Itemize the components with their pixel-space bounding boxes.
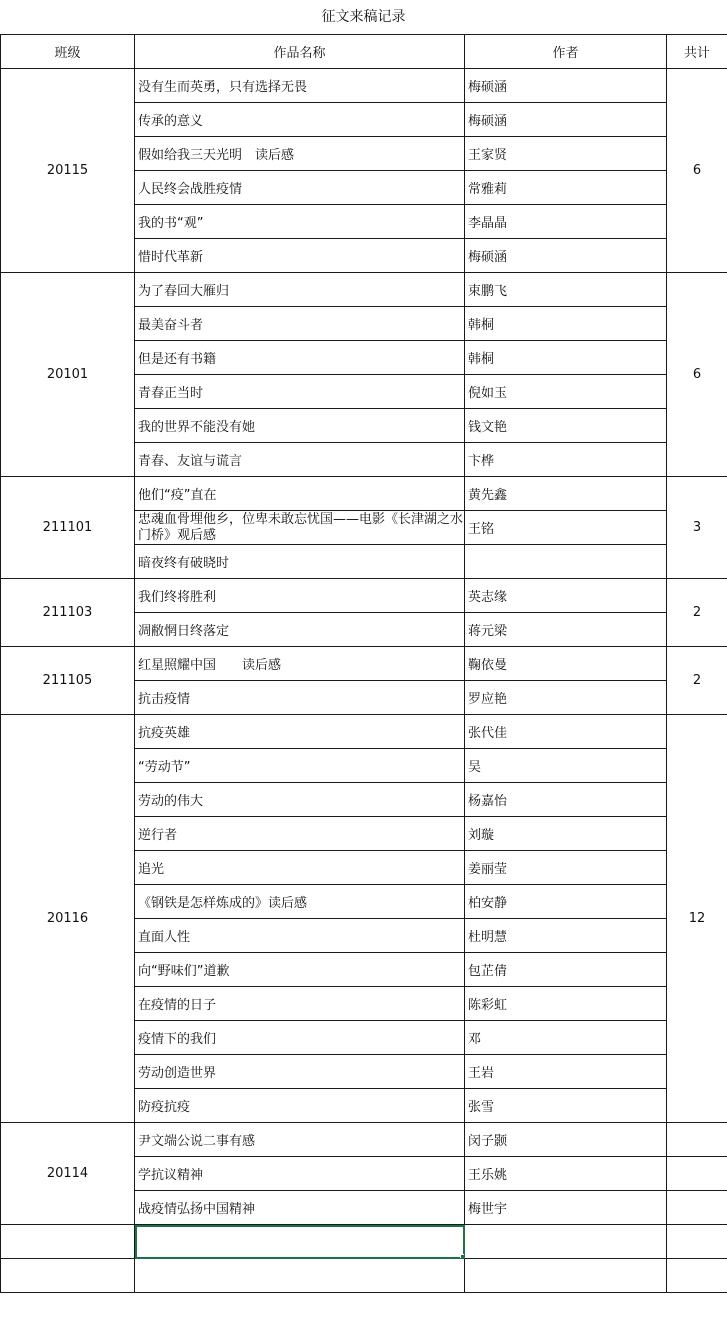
class-cell[interactable]: 211105: [1, 647, 135, 715]
work-title-cell[interactable]: 传承的意义: [135, 103, 465, 137]
work-title-cell[interactable]: 惜时代革新: [135, 239, 465, 273]
author-cell[interactable]: 罗应艳: [465, 681, 667, 715]
author-cell[interactable]: 张雪: [465, 1089, 667, 1123]
author-cell[interactable]: 韩桐: [465, 307, 667, 341]
author-cell[interactable]: 王家贤: [465, 137, 667, 171]
author-cell[interactable]: 钱文艳: [465, 409, 667, 443]
work-title-cell[interactable]: 抗击疫情: [135, 681, 465, 715]
table-row: [1, 477, 727, 511]
author-cell[interactable]: 闵子颢: [465, 1123, 667, 1157]
class-cell[interactable]: 211103: [1, 579, 135, 647]
work-title-cell[interactable]: 我的书“观”: [135, 205, 465, 239]
table-row: [1, 69, 727, 103]
header-class[interactable]: 班级: [1, 35, 135, 69]
work-title-cell[interactable]: 青春正当时: [135, 375, 465, 409]
author-cell[interactable]: 束鹏飞: [465, 273, 667, 307]
author-cell[interactable]: 黄先鑫: [465, 477, 667, 511]
empty-cell[interactable]: [667, 1259, 727, 1293]
work-title-cell[interactable]: 防疫抗疫: [135, 1089, 465, 1123]
empty-row: [1, 1225, 727, 1259]
work-title-cell[interactable]: 向“野味们”道歉: [135, 953, 465, 987]
work-title-cell[interactable]: 凋敝惘日终落定: [135, 613, 465, 647]
class-cell[interactable]: 20116: [1, 715, 135, 1123]
author-cell[interactable]: 英志缘: [465, 579, 667, 613]
author-cell[interactable]: 柏安静: [465, 885, 667, 919]
table-body: [1, 69, 727, 1293]
author-cell[interactable]: 鞠依曼: [465, 647, 667, 681]
total-cell[interactable]: [667, 1157, 727, 1191]
work-title-cell[interactable]: 但是还有书籍: [135, 341, 465, 375]
selected-cell[interactable]: [135, 1225, 465, 1259]
work-title-cell[interactable]: 直面人性: [135, 919, 465, 953]
fill-handle[interactable]: [460, 1254, 465, 1259]
total-cell[interactable]: 6: [667, 273, 727, 477]
work-title-cell[interactable]: 红星照耀中国 读后感: [135, 647, 465, 681]
work-title-cell[interactable]: 疫情下的我们: [135, 1021, 465, 1055]
total-cell[interactable]: 3: [667, 477, 727, 579]
work-title-cell[interactable]: 青春、友谊与谎言: [135, 443, 465, 477]
work-title-cell[interactable]: 追光: [135, 851, 465, 885]
work-title-cell[interactable]: 我的世界不能没有她: [135, 409, 465, 443]
empty-cell[interactable]: [667, 1225, 727, 1259]
class-cell[interactable]: 20114: [1, 1123, 135, 1225]
author-cell[interactable]: 杨嘉怡: [465, 783, 667, 817]
header-author[interactable]: 作者: [465, 35, 667, 69]
work-title-cell[interactable]: 《钢铁是怎样炼成的》读后感: [135, 885, 465, 919]
table-row: [1, 1123, 727, 1157]
author-cell[interactable]: 梅世宇: [465, 1191, 667, 1225]
work-title-cell[interactable]: 学抗议精神: [135, 1157, 465, 1191]
table-row: [1, 579, 727, 613]
sheet-title: 征文来稿记录: [321, 9, 406, 25]
author-cell[interactable]: 梅硕涵: [465, 103, 667, 137]
work-title-cell[interactable]: 没有生而英勇，只有选择无畏: [135, 69, 465, 103]
empty-cell[interactable]: [465, 1259, 667, 1293]
work-title-cell[interactable]: 假如给我三天光明 读后感: [135, 137, 465, 171]
empty-cell[interactable]: [1, 1259, 135, 1293]
author-cell[interactable]: 包芷倩: [465, 953, 667, 987]
work-title-cell[interactable]: 暗夜终有破晓时: [135, 545, 465, 579]
work-title-cell[interactable]: 抗疫英雄: [135, 715, 465, 749]
author-cell[interactable]: 王岩: [465, 1055, 667, 1089]
empty-row: [1, 1259, 727, 1293]
work-title-cell[interactable]: “劳动节”: [135, 749, 465, 783]
empty-cell[interactable]: [465, 1225, 667, 1259]
empty-cell[interactable]: [135, 1259, 465, 1293]
work-title-cell[interactable]: 为了春回大雁归: [135, 273, 465, 307]
class-cell[interactable]: 20115: [1, 69, 135, 273]
author-cell[interactable]: 陈彩虹: [465, 987, 667, 1021]
submission-table: [0, 34, 727, 1293]
total-cell[interactable]: [667, 1191, 727, 1225]
author-cell[interactable]: 姜丽莹: [465, 851, 667, 885]
author-cell[interactable]: 刘璇: [465, 817, 667, 851]
author-cell[interactable]: 卞桦: [465, 443, 667, 477]
table-row: [1, 647, 727, 681]
total-cell[interactable]: 2: [667, 647, 727, 715]
author-cell[interactable]: [465, 545, 667, 579]
work-title-cell[interactable]: 尹文端公说二事有感: [135, 1123, 465, 1157]
work-title-cell[interactable]: 人民终会战胜疫情: [135, 171, 465, 205]
author-cell[interactable]: 梅硕涵: [465, 239, 667, 273]
work-title-cell[interactable]: 我们终将胜利: [135, 579, 465, 613]
work-title-cell[interactable]: 劳动创造世界: [135, 1055, 465, 1089]
author-cell[interactable]: 倪如玉: [465, 375, 667, 409]
table-row: [1, 715, 727, 749]
empty-cell[interactable]: [1, 1225, 135, 1259]
work-title-cell[interactable]: 逆行者: [135, 817, 465, 851]
work-title-cell[interactable]: 在疫情的日子: [135, 987, 465, 1021]
header-work-title[interactable]: 作品名称: [135, 35, 465, 69]
work-title-cell[interactable]: 忠魂血骨埋他乡，位卑未敢忘忧国——电影《长津湖之水门桥》观后感: [135, 511, 465, 545]
class-cell[interactable]: 20101: [1, 273, 135, 477]
author-cell[interactable]: 蒋元梁: [465, 613, 667, 647]
header-row: [1, 35, 727, 69]
author-cell[interactable]: 韩桐: [465, 341, 667, 375]
total-cell[interactable]: 12: [667, 715, 727, 1123]
work-title-cell[interactable]: 他们“疫”直在: [135, 477, 465, 511]
total-cell[interactable]: 6: [667, 69, 727, 273]
author-cell[interactable]: 王铭: [465, 511, 667, 545]
author-cell[interactable]: 常雅莉: [465, 171, 667, 205]
table-row: [1, 273, 727, 307]
work-title-cell[interactable]: 劳动的伟大: [135, 783, 465, 817]
header-total[interactable]: 共计: [667, 35, 727, 69]
total-cell[interactable]: [667, 1123, 727, 1157]
class-cell[interactable]: 211101: [1, 477, 135, 579]
author-cell[interactable]: 王乐姚: [465, 1157, 667, 1191]
author-cell[interactable]: 李晶晶: [465, 205, 667, 239]
work-title-cell[interactable]: 战疫情弘扬中国精神: [135, 1191, 465, 1225]
author-cell[interactable]: 杜明慧: [465, 919, 667, 953]
author-cell[interactable]: 梅硕涵: [465, 69, 667, 103]
work-title-cell[interactable]: 最美奋斗者: [135, 307, 465, 341]
author-cell[interactable]: 吴: [465, 749, 667, 783]
total-cell[interactable]: 2: [667, 579, 727, 647]
author-cell[interactable]: 邓: [465, 1021, 667, 1055]
author-cell[interactable]: 张代佳: [465, 715, 667, 749]
